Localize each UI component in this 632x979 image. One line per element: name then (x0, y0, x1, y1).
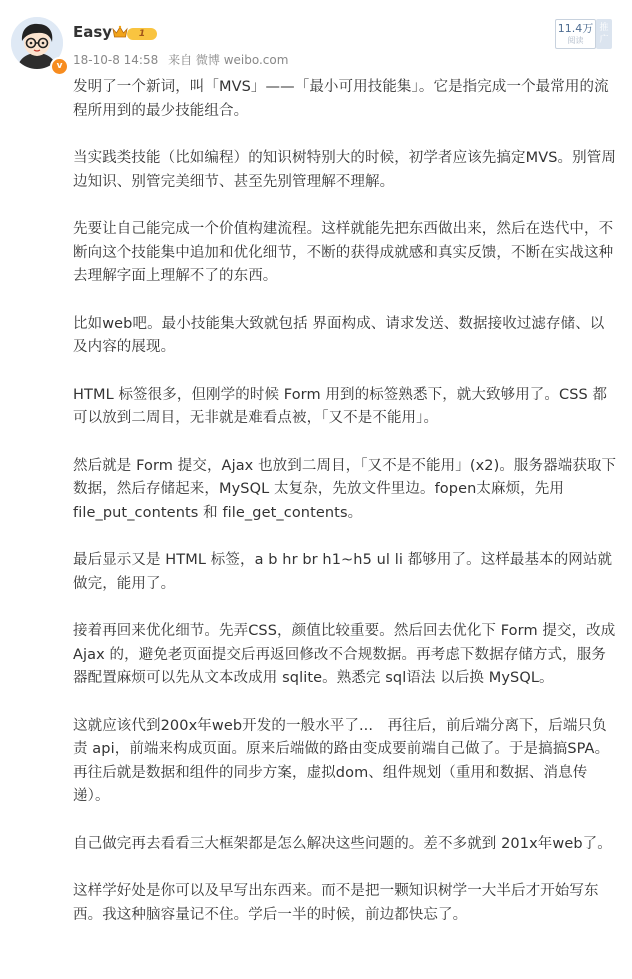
paragraph: 这样学好处是你可以及早写出东西来。而不是把一颗知识树学一大半后才开始写东西。我这种脑容量记不住。学后一半的时候，前边都快忘了。 (73, 883, 599, 923)
paragraph: 发明了一个新词，叫「MVS」——「最小可用技能集」。它是指完成一个最常用的流程所用到的最少技能组合。 (73, 79, 609, 119)
views-count: 11.4万 (557, 22, 594, 35)
crown-icon (112, 25, 128, 39)
paragraph: 先要让自己能完成一个价值构建流程。这样就能先把东西做出来，然后在迭代中，不断向这个技能集中追加和优化细节，不断的获得成就感和真实反馈，不断在实战这种去理解字面上理解不了的东西。 (73, 221, 614, 284)
views-label: 阅读 (567, 36, 584, 45)
promote-button[interactable]: 推广 (596, 19, 612, 49)
paragraph: HTML 标签很多，但刚学的时候 Form 用到的标签熟悉下，就大致够用了。CSS 都可以放到二周目，无非就是难看点被，「又不是不能用」。 (73, 386, 608, 426)
paragraph: 最后显示又是 HTML 标签，a b hr br h1~h5 ul li 都够用了。这样最基本的网站就做完，能用了。 (73, 552, 613, 592)
member-level-badge[interactable]: 1 (127, 28, 157, 40)
paragraph: 当实践类技能（比如编程）的知识树特别大的时候，初学者应该先搞定MVS。别管周边知识、别管完美细节、甚至先别管理解不理解。 (73, 150, 616, 190)
post-source[interactable]: 来自 微博 weibo.com (168, 53, 289, 67)
paragraph: 然后就是 Form 提交，Ajax 也放到二周目，「又不是不能用」(x2)。服务器端获取下数据，然后存储起来，MySQL 太复杂，先放文件里边。fopen太麻烦，先用 file_put_contents 和 file_get_contents。 (73, 457, 617, 521)
verified-badge-icon: v (50, 57, 69, 76)
views-counter (555, 19, 596, 49)
post-content (73, 76, 618, 951)
post-meta (73, 51, 294, 68)
post-time[interactable]: 18-10-8 14:58 (73, 53, 159, 67)
paragraph: 接着再回来优化细节。先弄CSS，颜值比较重要。然后回去优化下 Form 提交，改成 Ajax 的，避免老页面提交后再返回修改不合规数据。再考虑下数据存储方式，服务器配置麻烦可以先从文本改成用 sqlite。熟悉完 sql语法 以后换 MySQL。 (73, 623, 616, 686)
paragraph: 这就应该代到200x年web开发的一般水平了... 再往后，前后端分离下，后端只负责 api，前端来构成页面。原来后端做的路由变成要前端自己做了。于是搞搞SPA。再往后就是数据和组件的同步方案，虚拟dom、组件规划（重用和数据、消息传递）。 (73, 717, 610, 804)
paragraph: 自己做完再去看看三大框架都是怎么解决这些问题的。差不多就到 201x年web了。 (73, 835, 612, 852)
paragraph: 比如web吧。最小技能集大致就包括 界面构成、请求发送、数据接收过滤存储、以及内容的展现。 (73, 315, 605, 355)
author-name[interactable]: Easy (73, 23, 113, 41)
